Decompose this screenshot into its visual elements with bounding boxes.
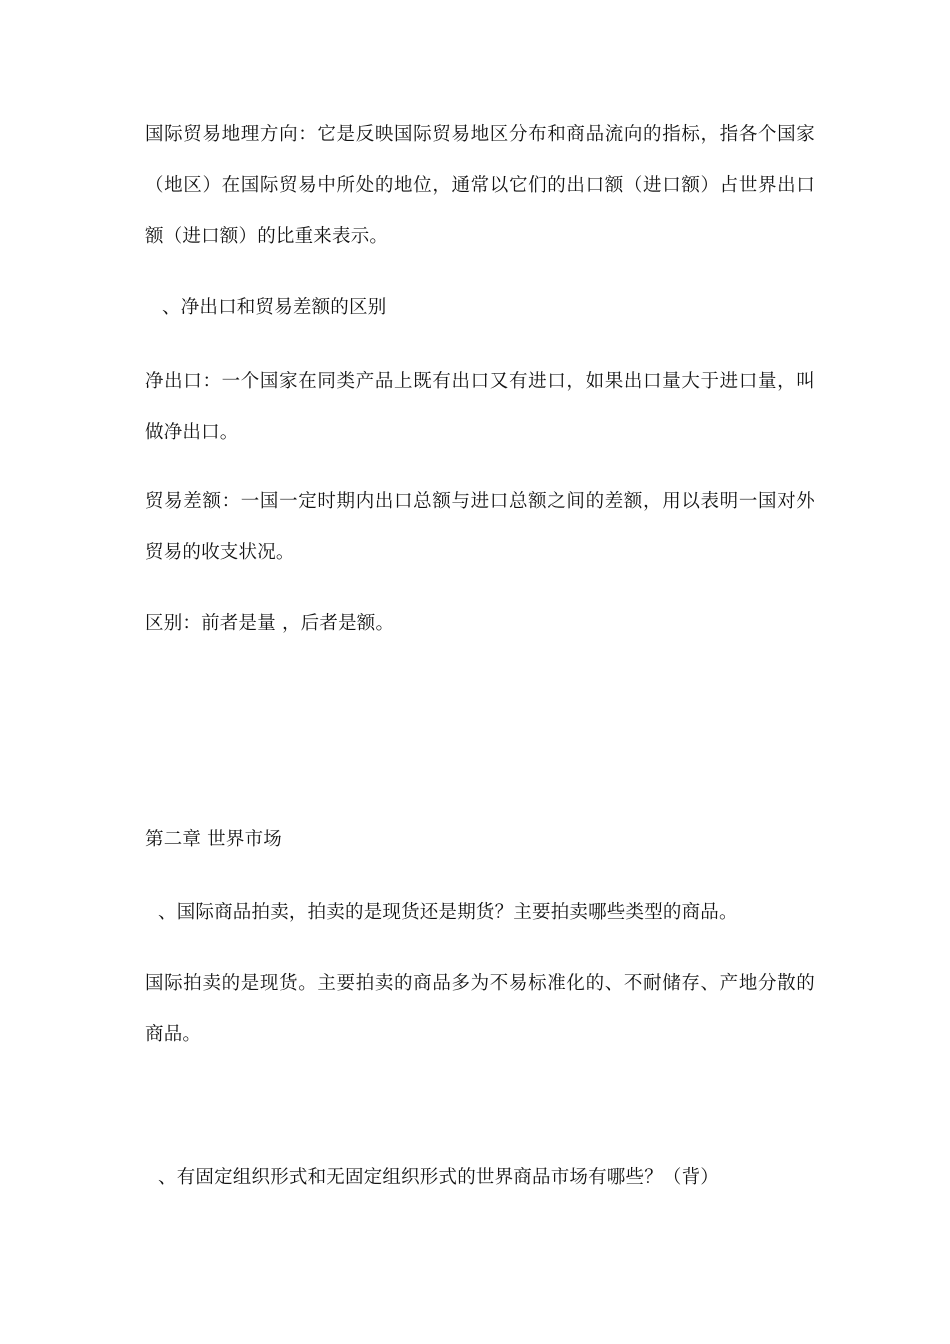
answer-auction-line-1: 国际拍卖的是现货。主要拍卖的商品多为不易标准化的、不耐储存、产地分散的 <box>145 973 815 994</box>
paragraph-net-export-line-2: 做净出口。 <box>145 422 239 443</box>
paragraph-trade-direction-line-1: 国际贸易地理方向：它是反映国际贸易地区分布和商品流向的指标，指各个国家 <box>145 124 815 145</box>
section-heading-net-export: 、净出口和贸易差额的区别 <box>162 297 387 318</box>
paragraph-net-export-line-1: 净出口：一个国家在同类产品上既有出口又有进口，如果出口量大于进口量，叫 <box>145 371 815 392</box>
paragraph-trade-balance-line-2: 贸易的收支状况。 <box>145 542 295 563</box>
answer-auction-line-2: 商品。 <box>145 1024 202 1045</box>
chapter-title: 第二章 世界市场 <box>145 829 282 850</box>
question-market-forms: 、有固定组织形式和无固定组织形式的世界商品市场有哪些？（背） <box>158 1167 720 1188</box>
paragraph-difference: 区别：前者是量 ，后者是额。 <box>145 613 395 634</box>
paragraph-trade-direction-line-2: （地区）在国际贸易中所处的地位，通常以它们的出口额（进口额）占世界出口 <box>145 175 815 196</box>
paragraph-trade-balance-line-1: 贸易差额：一国一定时期内出口总额与进口总额之间的差额，用以表明一国对外 <box>145 491 815 512</box>
paragraph-trade-direction-line-3: 额（进口额）的比重来表示。 <box>145 226 389 247</box>
question-auction: 、国际商品拍卖，拍卖的是现货还是期货？主要拍卖哪些类型的商品。 <box>158 902 738 923</box>
